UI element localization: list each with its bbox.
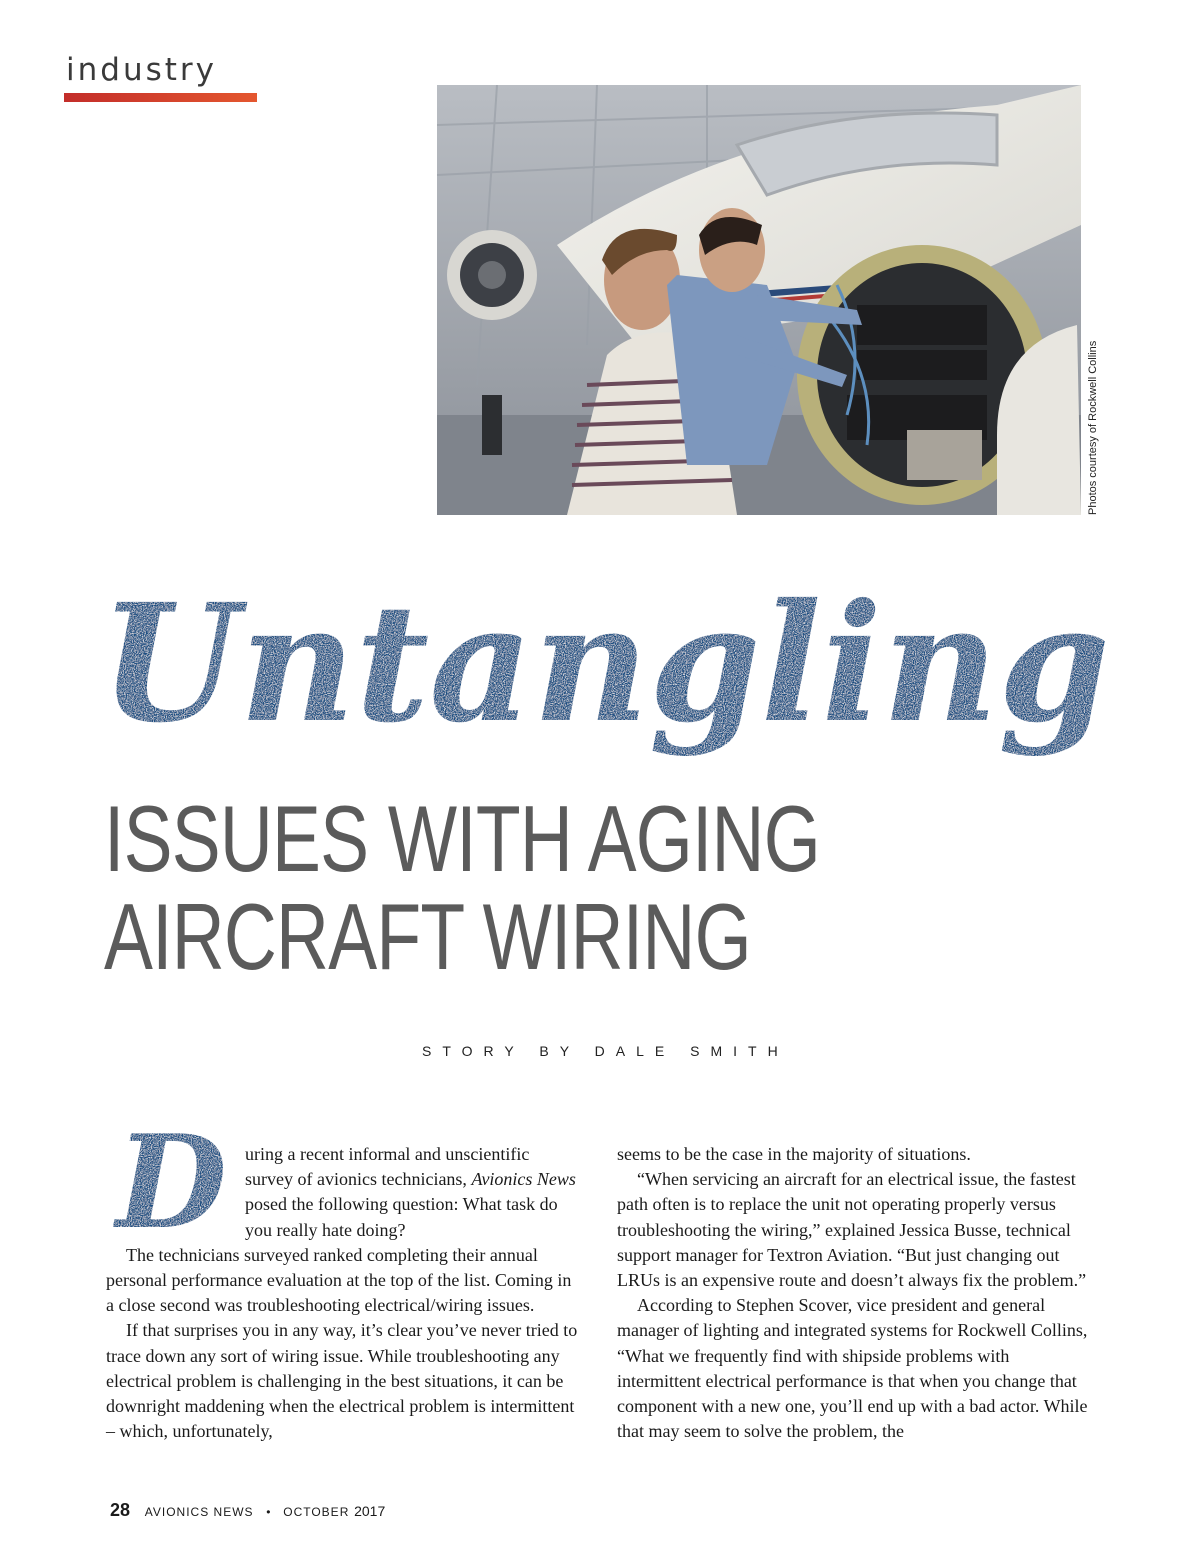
photo-credit: Photos courtesy of Rockwell Collins <box>1087 340 1099 515</box>
svg-text:D: D <box>116 1122 227 1247</box>
script-headline-text: Untangling <box>100 570 1110 759</box>
magazine-name: AVIONICS NEWS <box>144 1505 254 1519</box>
page-footer <box>110 1500 385 1521</box>
hero-photo <box>437 85 1081 515</box>
drop-cap <box>106 1122 241 1247</box>
script-headline <box>100 570 1130 800</box>
paragraph-3: If that surprises you in any way, it’s clear you’ve never tried to trace down any sort of wiring issue. While troubleshooting any electrical problem is challenging in the best situations, it can be downright maddening when the electrical problem is intermittent – which, unfortunately, <box>106 1320 578 1442</box>
article-column-left <box>106 1122 580 1444</box>
issue-year: 2017 <box>354 1503 386 1519</box>
issue-month: OCTOBER <box>283 1505 350 1519</box>
paragraph-2: The technicians surveyed ranked completing their annual personal performance evaluation at the top of the list. Coming in a close second was troubleshooting electrical/wiring issues. <box>106 1244 572 1316</box>
headline-line-1: ISSUES WITH AGING <box>104 786 820 891</box>
paragraph-1: D uring a recent informal and unscientific survey of avionics technicians, Avionics News posed the following question: What task do you really hate doing? <box>106 1142 580 1243</box>
paragraph-6: According to Stephen Scover, vice president and general manager of lighting and integrated systems for Rockwell Collins, “What we frequently find with shipside problems with intermittent electrical performance is that when you change that component with a new one, you’ll end up with a bad actor. While that may seem to solve the problem, the <box>617 1295 1088 1442</box>
paragraph-4: seems to be the case in the majority of situations. <box>617 1144 971 1164</box>
article-column-right <box>617 1142 1091 1444</box>
section-rule <box>64 93 257 102</box>
byline: STORY BY DALE SMITH <box>422 1043 789 1059</box>
section-tag: industry <box>66 52 217 88</box>
footer-bullet: • <box>266 1505 271 1519</box>
paragraph-5: “When servicing an aircraft for an electrical issue, the fastest path often is to replace the unit not operating properly versus troubleshooting the wiring,” explained Jessica Busse, technical support manager for Textron Aviation. “But just changing out LRUs is an expensive route and doesn’t always fix the problem.” <box>617 1169 1087 1291</box>
headline-line-2: AIRCRAFT WIRING <box>104 884 751 989</box>
headline-subtitle <box>104 786 820 989</box>
page-number: 28 <box>110 1500 131 1520</box>
